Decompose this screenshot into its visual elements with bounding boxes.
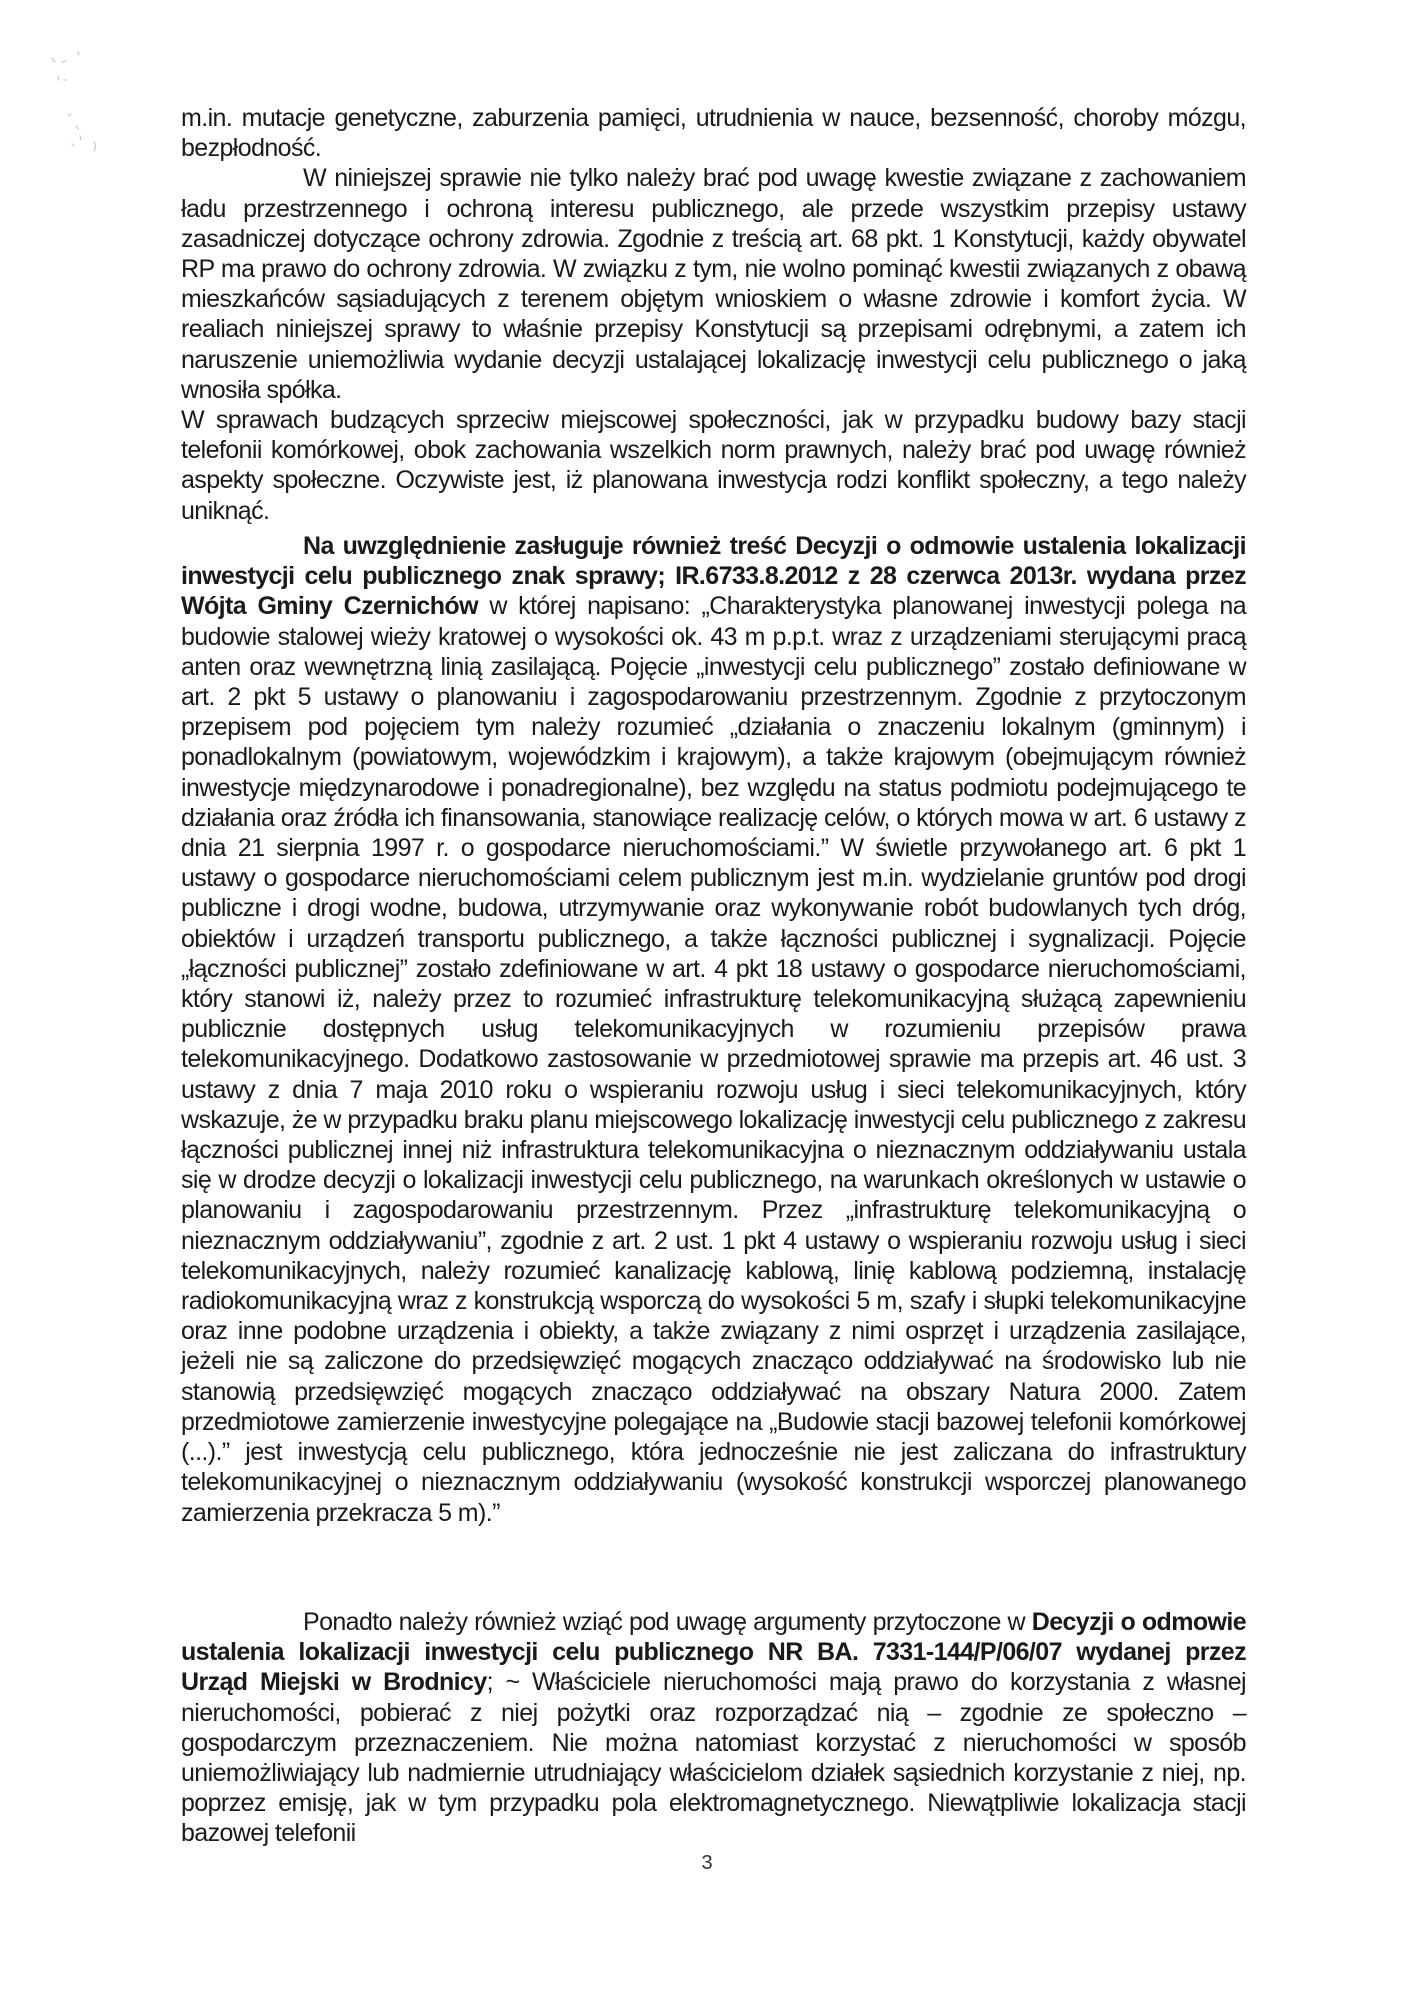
scan-artifact-marks [50,50,110,160]
section-brodnica-decision [181,1607,1246,1849]
brodnica-reference-bold: Decyzji o odmowie ustalenia lokalizacji inwestycji celu publicznego NR BA. 7331-144/P/06/07 wydanej przez Urząd Miejski w Brodnicy [181,1608,1246,1697]
paragraph-brodnica-decision [181,1607,1246,1849]
decision-quote-text: w której napisano: „Charakterystyka planowanej inwestycji polega na budowie stalowej wieży kratowej o wysokości ok. 43 m p.p.t. wraz z urządzeniami sterującymi pracą anten oraz wewnętrzną linią zasilającą. Pojęcie „inwestycji celu publicznego” zostało definiowane w art. 2 pkt 5 ustawy o planowaniu i zagospodarowaniu przestrzennym. Zgodnie z przytoczonym przepisem pod pojęciem tym należy rozumieć „działania o znaczeniu lokalnym (gminnym) i ponadlokalnym (powiatowym, wojewódzkim i krajowym), a także krajowym (obejmującym również inwestycje międzynarodowe i ponadregionalne), bez względu na status podmiotu podejmującego te działania oraz źródła ich finansowania, stanowiące realizację celów, o których mowa w art. 6 ustawy z dnia 21 sierpnia 1997 r. o gospodarce nieruchomościami.” W świetle przywołanego art. 6 pkt 1 ustawy o gospodarce nieruchomościami celem publicznym jest m.in. wydzielanie gruntów pod drogi publiczne i drogi wodne, budowa, utrzymywanie oraz wykonywanie robót budowlanych tych dróg, obiektów i urządzeń transportu publicznego, a także łączności publicznej i sygnalizacji. Pojęcie „łączności publicznej” zostało zdefiniowane w art. 4 pkt 18 ustawy o gospodarce nieruchomościami, który stanowi iż, należy przez to rozumieć infrastrukturę telekomunikacyjną służącą zapewnieniu publicznie dostępnych usług telekomunikacyjnych w rozumieniu przepisów prawa telekomunikacyjnego. Dodatkowo zastosowanie w przedmiotowej sprawie ma przepis art. 46 ust. 3 ustawy z dnia 7 maja 2010 roku o wspieraniu rozwoju usług i sieci telekomunikacyjnych, który wskazuje, że w przypadku braku planu miejscowego lokalizację inwestycji celu publicznego z zakresu łączności publicznej innej niż infrastruktura telekomunikacyjna o nieznacznym oddziaływaniu ustala się w drodze decyzji o lokalizacji inwestycji celu publicznego, na warunkach określonych w ustawie o planowaniu i zagospodarowaniu przestrzennym. Przez „infrastrukturę telekomunikacyjną o nieznacznym oddziaływaniu”, zgodnie z art. 2 ust. 1 pkt 4 ustawy o wspieraniu rozwoju usług i sieci telekomunikacyjnych, należy rozumieć kanalizację kablową, linię kablową podziemną, instalację radiokomunikacyjną wraz z konstrukcją wsporczą do wysokości 5 m, szafy i słupki telekomunikacyjne oraz inne podobne urządzenia i obiekty, a także związany z nimi osprzęt i urządzenia zasilające, jeżeli nie są zaliczone do przedsięwzięć mogących znacząco oddziaływać na środowisko lub nie stanowią przedsięwzięć mogących znacząco oddziaływać na obszary Natura 2000. Zatem przedmiotowe zamierzenie inwestycyjne polegające na „Budowie stacji bazowej telefonii komórkowej (...).” jest inwestycją celu publicznego, która jednocześnie nie jest zaliczana do infrastruktury telekomunikacyjnej o nieznacznym oddziaływaniu (wysokość konstrukcji wsporczej planowanego zamierzenia przekracza 5 m).” [181,592,1246,1527]
section-health-arguments [181,103,1246,526]
brodnica-intro-text: Ponadto należy również wziąć pod uwagę argumenty przytoczone w [303,1608,1032,1636]
section-czernichow-decision [181,531,1246,1528]
brodnica-body-text: ; ~ Właściciele nieruchomości mają prawo do korzystania z własnej nieruchomości, pobierać z niej pożytki oraz rozporządzać nią – zgodnie ze społeczno – gospodarczym przeznaczeniem. Nie można natomiast korzystać z nieruchomości w sposób uniemożliwiający lub nadmiernie utrudniający właścicielom działek sąsiednich korzystanie z niej, np. poprzez emisję, jak w tym przypadku pola elektromagnetycznego. Niewątpliwie lokalizacja stacji bazowej telefonii [181,1668,1246,1848]
paragraph-constitution: W niniejszej sprawie nie tylko należy brać pod uwagę kwestie związane z zachowaniem ładu przestrzennego i ochroną interesu publicznego, ale przede wszystkim przepisy ustawy zasadniczej dotyczące ochrony zdrowia. Zgodnie z treścią art. 68 pkt. 1 Konstytucji, każdy obywatel RP ma prawo do ochrony zdrowia. W związku z tym, nie wolno pominąć kwestii związanych z obawą mieszkańców sąsiadujących z terenem objętym wnioskiem o własne zdrowie i komfort życia. W realiach niniejszej sprawy to właśnie przepisy Konstytucji są przepisami odrębnymi, a zatem ich naruszenie uniemożliwia wydanie decyzji ustalającej lokalizację inwestycji celu publicznego o jaką wnosiła spółka. [181,164,1246,404]
page-number: 3 [701,1852,713,1874]
decision-reference-bold: Na uwzględnienie zasługuje również treść Decyzji o odmowie ustalenia lokalizacji inwestycji celu publicznego znak sprawy; IR.6733.8.2012 z 28 czerwca 2013r. wydana przez Wójta Gminy Czernichów [181,532,1246,621]
paragraph-health-effects: m.in. mutacje genetyczne, zaburzenia pamięci, utrudnienia w nauce, bezsenność, choroby mózgu, bezpłodność. [181,104,1246,163]
paragraph-social-conflict: W sprawach budzących sprzeciw miejscowej społeczności, jak w przypadku budowy bazy stacji telefonii komórkowej, obok zachowania wszelkich norm prawnych, należy brać pod uwagę również aspekty społeczne. Oczywiste jest, iż planowana inwestycja rodzi konflikt społeczny, a tego należy uniknąć. [181,406,1246,525]
paragraph-czernichow-decision [181,531,1246,1528]
